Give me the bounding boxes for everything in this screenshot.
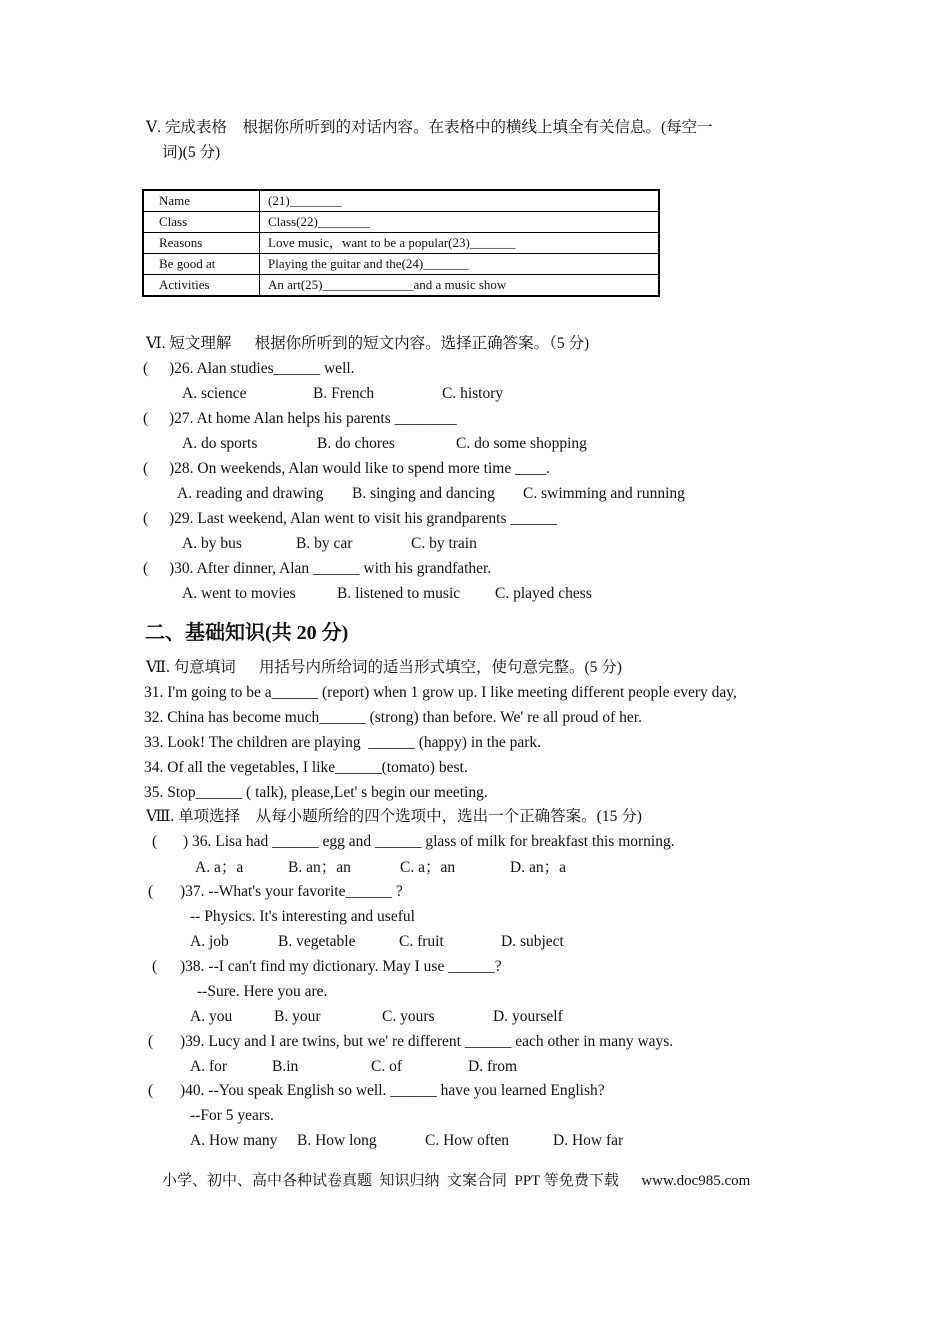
table-key: Reasons: [143, 233, 260, 254]
q26-paren: (: [143, 360, 149, 377]
q38-option-b: B. your: [274, 1008, 321, 1025]
q29-option-b: B. by car: [296, 535, 353, 552]
q28-stem: )28. On weekends, Alan would like to spend more time ____.: [169, 460, 550, 477]
q26-option-b: B. French: [313, 385, 375, 402]
q26-stem: )26. Alan studies______ well.: [169, 360, 355, 377]
q29-option-a: A. by bus: [182, 535, 242, 552]
q40-reply: --For 5 years.: [190, 1107, 274, 1124]
q28-option-a: A. reading and drawing: [177, 485, 324, 502]
part2-heading: 二、基础知识(共 20 分): [145, 622, 349, 644]
q40-paren: (: [148, 1082, 154, 1099]
section6-heading: Ⅵ. 短文理解 根据你所听到的短文内容。选择正确答案。（5 分): [146, 335, 590, 352]
table-value: An art(25)______________and a music show: [260, 275, 660, 297]
q27-option-b: B. do chores: [317, 435, 395, 452]
q40-option-d: D. How far: [553, 1132, 624, 1149]
info-table: [142, 189, 660, 297]
q37-paren: (: [148, 883, 154, 900]
q37-option-c: C. fruit: [399, 933, 444, 950]
q37-option-d: D. subject: [501, 933, 564, 950]
q36-paren: (: [152, 833, 158, 850]
q28-option-b: B. singing and dancing: [352, 485, 495, 502]
q30-option-b: B. listened to music: [337, 585, 461, 602]
q39-paren: (: [148, 1033, 154, 1050]
table-key: Be good at: [143, 254, 260, 275]
q35: 35. Stop______ ( talk), please,Let' s begin our meeting.: [144, 784, 488, 801]
q32: 32. China has become much______ (strong) than before. We' re all proud of her.: [144, 709, 642, 726]
q36-option-d: D. an；a: [510, 859, 566, 876]
q36-stem: ) 36. Lisa had ______ egg and ______ glass of milk for breakfast this morning.: [183, 833, 675, 850]
q29-paren: (: [143, 510, 149, 527]
q39-option-c: C. of: [371, 1058, 402, 1075]
q38-paren: (: [152, 958, 158, 975]
q34: 34. Of all the vegetables, I like______(tomato) best.: [144, 759, 468, 776]
q36-option-c: C. a；an: [400, 859, 456, 876]
q40-option-c: C. How often: [425, 1132, 509, 1149]
table-row: [143, 254, 659, 275]
q39-option-b: B.in: [272, 1058, 299, 1075]
q30-option-c: C. played chess: [495, 585, 592, 602]
q27-paren: (: [143, 410, 149, 427]
table-row: [143, 233, 659, 254]
table-row: [143, 275, 659, 297]
table-value: Playing the guitar and the(24)_______: [260, 254, 660, 275]
table-key: Class: [143, 212, 260, 233]
q37-option-a: A. job: [190, 933, 229, 950]
table-row: [143, 190, 659, 212]
q30-stem: )30. After dinner, Alan ______ with his grandfather.: [169, 560, 492, 577]
section5-heading: Ⅴ. 完成表格 根据你所听到的对话内容。在表格中的横线上填全有关信息。(每空一: [146, 119, 713, 136]
q38-option-c: C. yours: [382, 1008, 435, 1025]
q31: 31. I'm going to be a______ (report) when 1 grow up. I like meeting different people every day,: [144, 684, 737, 701]
q40-stem: )40. --You speak English so well. ______ have you learned English?: [180, 1082, 605, 1099]
q40-option-b: B. How long: [297, 1132, 377, 1149]
q38-option-d: D. yourself: [493, 1008, 563, 1025]
q33: 33. Look! The children are playing ______ (happy) in the park.: [144, 734, 542, 751]
q28-option-c: C. swimming and running: [523, 485, 685, 502]
q40-option-a: A. How many: [190, 1132, 278, 1149]
section7-heading: Ⅶ. 句意填词 用括号内所给词的适当形式填空，使句意完整。(5 分): [146, 659, 622, 676]
q29-stem: )29. Last weekend, Alan went to visit his grandparents ______: [169, 510, 557, 527]
footer-text: 小学、初中、高中各种试卷真题 知识归纳 文案合同 PPT 等免费下载 www.doc985.com: [162, 1173, 751, 1189]
q30-option-a: A. went to movies: [182, 585, 296, 602]
q28-paren: (: [143, 460, 149, 477]
q30-paren: (: [143, 560, 149, 577]
table-value: Love music，want to be a popular(23)_______: [260, 233, 660, 254]
q27-stem: )27. At home Alan helps his parents ________: [169, 410, 457, 427]
table-value: (21)________: [260, 190, 660, 212]
q37-stem: )37. --What's your favorite______ ?: [180, 883, 403, 900]
q39-option-d: D. from: [468, 1058, 518, 1075]
section8-heading: Ⅷ. 单项选择 从每小题所给的四个选项中，选出一个正确答案。(15 分): [146, 808, 642, 825]
q39-stem: )39. Lucy and I are twins, but we' re different ______ each other in many ways.: [180, 1033, 674, 1050]
table-row: [143, 212, 659, 233]
table-key: Name: [143, 190, 260, 212]
table-value: Class(22)________: [260, 212, 660, 233]
table-key: Activities: [143, 275, 260, 297]
q39-option-a: A. for: [190, 1058, 228, 1075]
q27-option-a: A. do sports: [182, 435, 258, 452]
q26-option-a: A. science: [182, 385, 247, 402]
q36-option-b: B. an；an: [288, 859, 351, 876]
q29-option-c: C. by train: [411, 535, 477, 552]
q27-option-c: C. do some shopping: [456, 435, 587, 452]
q37-reply: -- Physics. It's interesting and useful: [190, 908, 415, 925]
q38-reply: --Sure. Here you are.: [197, 983, 328, 1000]
section5-heading-cont: 词)(5 分): [162, 144, 221, 161]
q38-option-a: A. you: [190, 1008, 233, 1025]
q38-stem: )38. --I can't find my dictionary. May I use ______?: [180, 958, 502, 975]
q36-option-a: A. a；a: [195, 859, 244, 876]
q26-option-c: C. history: [442, 385, 504, 402]
q37-option-b: B. vegetable: [278, 933, 356, 950]
